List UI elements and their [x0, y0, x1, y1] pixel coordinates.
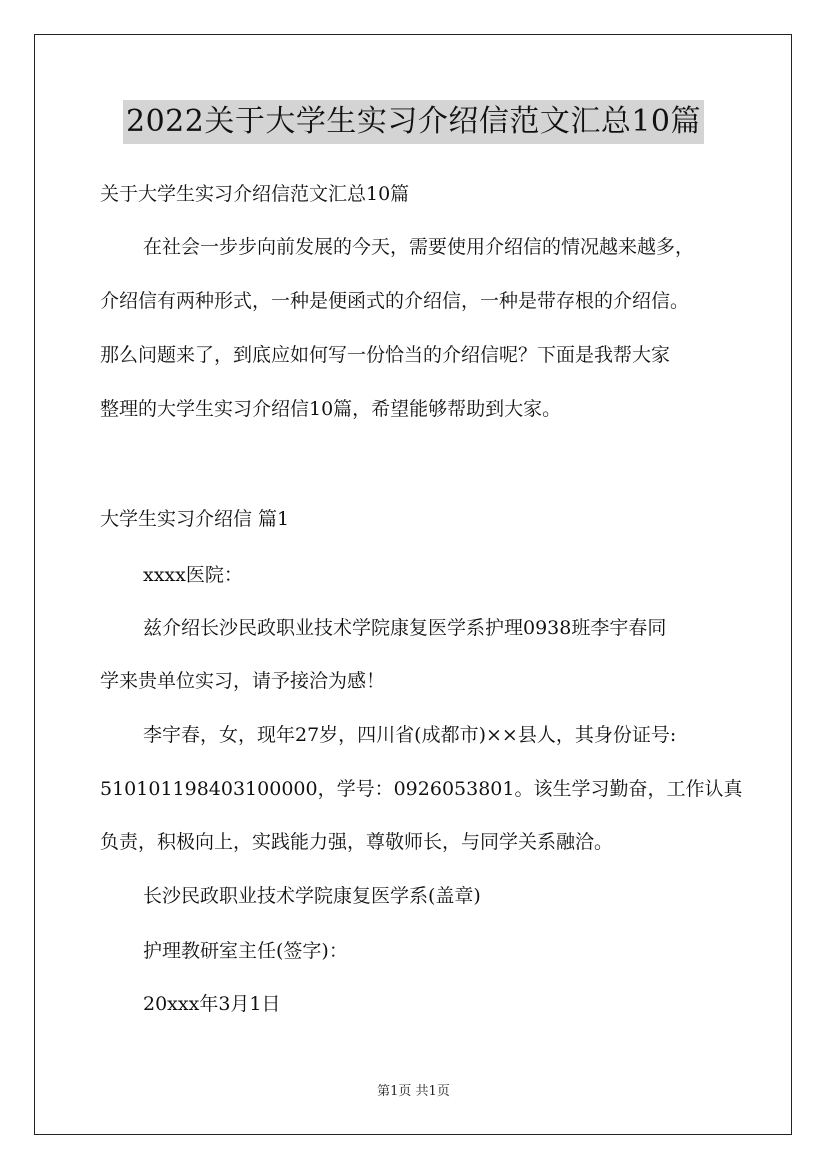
- letter-date: 20xxx年3月1日: [143, 993, 281, 1015]
- letter-para2-line-3: 负责，积极向上，实践能力强，尊敬师长，与同学关系融洽。: [100, 831, 614, 853]
- document-title: 2022关于大学生实习介绍信范文汇总10篇: [123, 100, 704, 144]
- intro-line-3: 那么问题来了，到底应如何写一份恰当的介绍信呢？下面是我帮大家: [100, 344, 671, 366]
- intro-line-2: 介绍信有两种形式，一种是便函式的介绍信，一种是带存根的介绍信。: [100, 290, 690, 312]
- letter-para2-line-2: 510101198403100000，学号：0926053801。该生学习勤奋，工作认真: [100, 778, 743, 800]
- letter-para1-line-2: 学来贵单位实习，请予接洽为感！: [100, 670, 386, 692]
- letter-issuer: 长沙民政职业技术学院康复医学系(盖章): [143, 885, 481, 907]
- intro-line-4: 整理的大学生实习介绍信10篇，希望能够帮助到大家。: [100, 398, 562, 420]
- letter-para1-line-1: 兹介绍长沙民政职业技术学院康复医学系护理0938班李宇春同: [143, 617, 667, 639]
- letter-para2-line-1: 李宇春，女，现年27岁，四川省(成都市)××县人，其身份证号:: [143, 724, 677, 746]
- page-footer: 第1页 共1页: [377, 1084, 450, 1099]
- document-subtitle: 关于大学生实习介绍信范文汇总10篇: [100, 183, 410, 205]
- section-heading: 大学生实习介绍信 篇1: [100, 508, 290, 530]
- intro-line-1: 在社会一步步向前发展的今天，需要使用介绍信的情况越来越多，: [143, 236, 695, 258]
- title-container: [0, 100, 827, 144]
- letter-recipient: xxxx医院：: [143, 564, 243, 586]
- letter-signer: 护理教研室主任(签字)：: [143, 940, 348, 962]
